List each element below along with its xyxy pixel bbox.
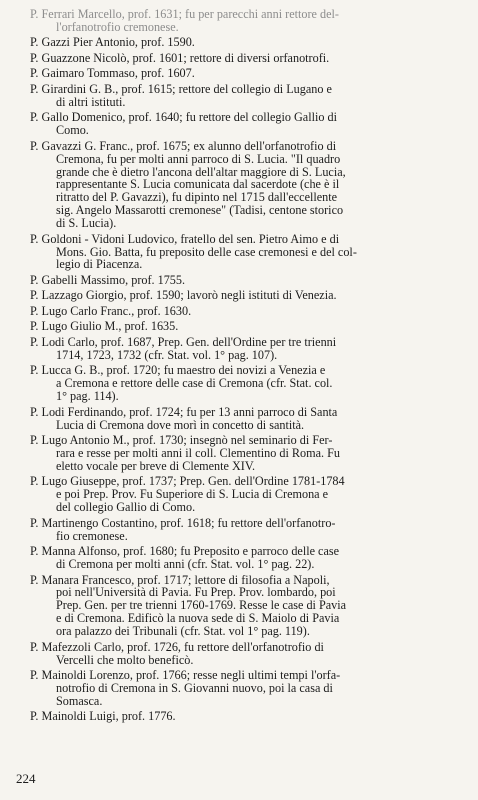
entry-continuation-line: fio cremonese. — [56, 528, 128, 543]
entry-continuation-line: 1° pag. 114). — [56, 389, 119, 404]
list-item — [30, 233, 468, 272]
list-item — [30, 574, 468, 639]
list-item — [30, 475, 468, 514]
entry-continuation-line: e poi Prep. Prov. Fu Superiore di S. Lucia di Cremona e — [56, 487, 329, 502]
list-item — [30, 305, 468, 318]
list-item — [30, 320, 468, 333]
list-item — [30, 434, 468, 473]
entry-heading-line: P. Gazzi Pier Antonio, prof. 1590. — [30, 35, 195, 50]
list-item — [30, 406, 468, 432]
entry-heading-line: P. Manara Francesco, prof. 1717; lettore di filosofia a Napoli, — [30, 572, 330, 587]
entry-heading-line: P. Guazzone Nicolò, prof. 1601; rettore di diversi orfanotrofi. — [30, 50, 330, 65]
entry-continuation-line: ora palazzo dei Tribunali (cfr. Stat. vol 1° pag. 119). — [56, 624, 310, 639]
entry-continuation-line: sig. Angelo Massarotti cremonese" (Tadisi, centone storico — [56, 203, 344, 218]
entry-continuation-line: ritratto del P. Gavazzi), fu dipinto nel 1715 dall'eccellente — [56, 190, 338, 205]
entry-continuation-line: poi nell'Università di Pavia. Fu Prep. Prov. lombardo, poi — [56, 585, 336, 600]
list-item — [30, 710, 468, 723]
entry-heading-line: P. Gaimaro Tommaso, prof. 1607. — [30, 66, 195, 81]
entry-continuation-line: di Cremona per molti anni (cfr. Stat. vol. 1° pag. 22). — [56, 557, 315, 572]
page-number: 224 — [16, 771, 36, 786]
list-item — [30, 67, 468, 80]
entry-heading-line: P. Lugo Giuseppe, prof. 1737; Prep. Gen. dell'Ordine 1781-1784 — [30, 474, 345, 489]
entry-continuation-line: e di Cremona. Edificò la nuova sede di S. Maiolo di Pavia — [56, 611, 340, 626]
list-item — [30, 52, 468, 65]
entry-continuation-line: legio di Piacenza. — [56, 257, 143, 272]
entry-continuation-line: Como. — [56, 123, 89, 138]
list-item — [30, 545, 468, 571]
entry-list — [30, 8, 468, 726]
entry-continuation-line: rappresentante S. Lucia comunicata dal sacerdote (che è il — [56, 177, 340, 192]
list-item — [30, 36, 468, 49]
entry-continuation-line: di S. Lucia). — [56, 216, 117, 231]
entry-continuation-line: del collegio Gallio di Como. — [56, 500, 196, 515]
entry-heading-line: P. Lugo Antonio M., prof. 1730; insegnò nel seminario di Fer- — [30, 433, 333, 448]
entry-continuation-line: di altri istituti. — [56, 94, 126, 109]
entry-continuation-line: Vercelli che molto beneficò. — [56, 652, 194, 667]
entry-continuation-line: eletto vocale per breve di Clemente XIV. — [56, 458, 256, 473]
list-item — [30, 83, 468, 109]
entry-heading-line: P. Mainoldi Lorenzo, prof. 1766; resse negli ultimi tempi l'orfa- — [30, 668, 341, 683]
entry-heading-line: P. Lodi Carlo, prof. 1687, Prep. Gen. dell'Ordine per tre trienni — [30, 334, 337, 349]
list-item — [30, 140, 468, 230]
entry-heading-line: P. Lucca G. B., prof. 1720; fu maestro dei novizi a Venezia e — [30, 363, 326, 378]
entry-continuation-line: Cremona, fu per molti anni parroco di S. Lucia. "Il quadro — [56, 151, 341, 166]
entry-continuation-line: 1714, 1723, 1732 (cfr. Stat. vol. 1° pag. 107). — [56, 347, 278, 362]
entry-heading-line: P. Lodi Ferdinando, prof. 1724; fu per 13 anni parroco di Santa — [30, 404, 338, 419]
entry-heading-line: P. Lazzago Giorgio, prof. 1590; lavorò negli istituti di Venezia. — [30, 288, 337, 303]
entry-heading-line: P. Manna Alfonso, prof. 1680; fu Preposito e parroco delle case — [30, 544, 340, 559]
entry-continuation-line: grande che è dietro l'ancona dell'altar maggiore di S. Lucia, — [56, 164, 346, 179]
entry-continuation-line: notrofio di Cremona in S. Giovanni nuovo, poi la casa di — [56, 680, 333, 695]
entry-heading-line: P. Ferrari Marcello, prof. 1631; fu per parecchi anni rettore del- — [30, 7, 339, 21]
list-item — [30, 364, 468, 403]
list-item — [30, 289, 468, 302]
entry-continuation-line: Mons. Gio. Batta, fu preposito delle case cremonesi e del col- — [56, 244, 357, 259]
entry-continuation-line: rara e resse per molti anni il coll. Clementino di Roma. Fu — [56, 446, 340, 460]
entry-continuation-line: a Cremona e rettore delle case di Cremona (cfr. Stat. col. — [56, 376, 333, 391]
entry-continuation-line: Somasca. — [56, 693, 103, 708]
entry-heading-line: P. Mainoldi Luigi, prof. 1776. — [30, 709, 176, 724]
entry-heading-line: P. Gallo Domenico, prof. 1640; fu rettore del collegio Gallio di — [30, 110, 337, 125]
list-item — [30, 8, 468, 34]
list-item — [30, 336, 468, 362]
entry-heading-line: P. Martinengo Costantino, prof. 1618; fu rettore dell'orfanotro- — [30, 515, 336, 530]
list-item — [30, 669, 468, 708]
entry-continuation-line: l'orfanotrofio cremonese. — [56, 19, 179, 34]
entry-heading-line: P. Lugo Carlo Franc., prof. 1630. — [30, 303, 192, 318]
list-item — [30, 111, 468, 137]
entry-heading-line: P. Mafezzoli Carlo, prof. 1726, fu rettore dell'orfanotrofio di — [30, 639, 324, 654]
list-item — [30, 517, 468, 543]
list-item — [30, 641, 468, 667]
entry-heading-line: P. Goldoni - Vidoni Ludovico, fratello del sen. Pietro Aimo e di — [30, 231, 340, 246]
entry-heading-line: P. Lugo Giulio M., prof. 1635. — [30, 319, 179, 334]
entry-heading-line: P. Gavazzi G. Franc., prof. 1675; ex alunno dell'orfanotrofio di — [30, 138, 337, 153]
entry-continuation-line: Lucia di Cremona dove morì in concetto di santità. — [56, 417, 305, 432]
entry-heading-line: P. Girardini G. B., prof. 1615; rettore del collegio di Lugano e — [30, 81, 332, 96]
entry-heading-line: P. Gabelli Massimo, prof. 1755. — [30, 272, 186, 287]
list-item — [30, 274, 468, 287]
entry-continuation-line: Prep. Gen. per tre trienni 1760-1769. Resse le case di Pavia — [56, 598, 347, 613]
